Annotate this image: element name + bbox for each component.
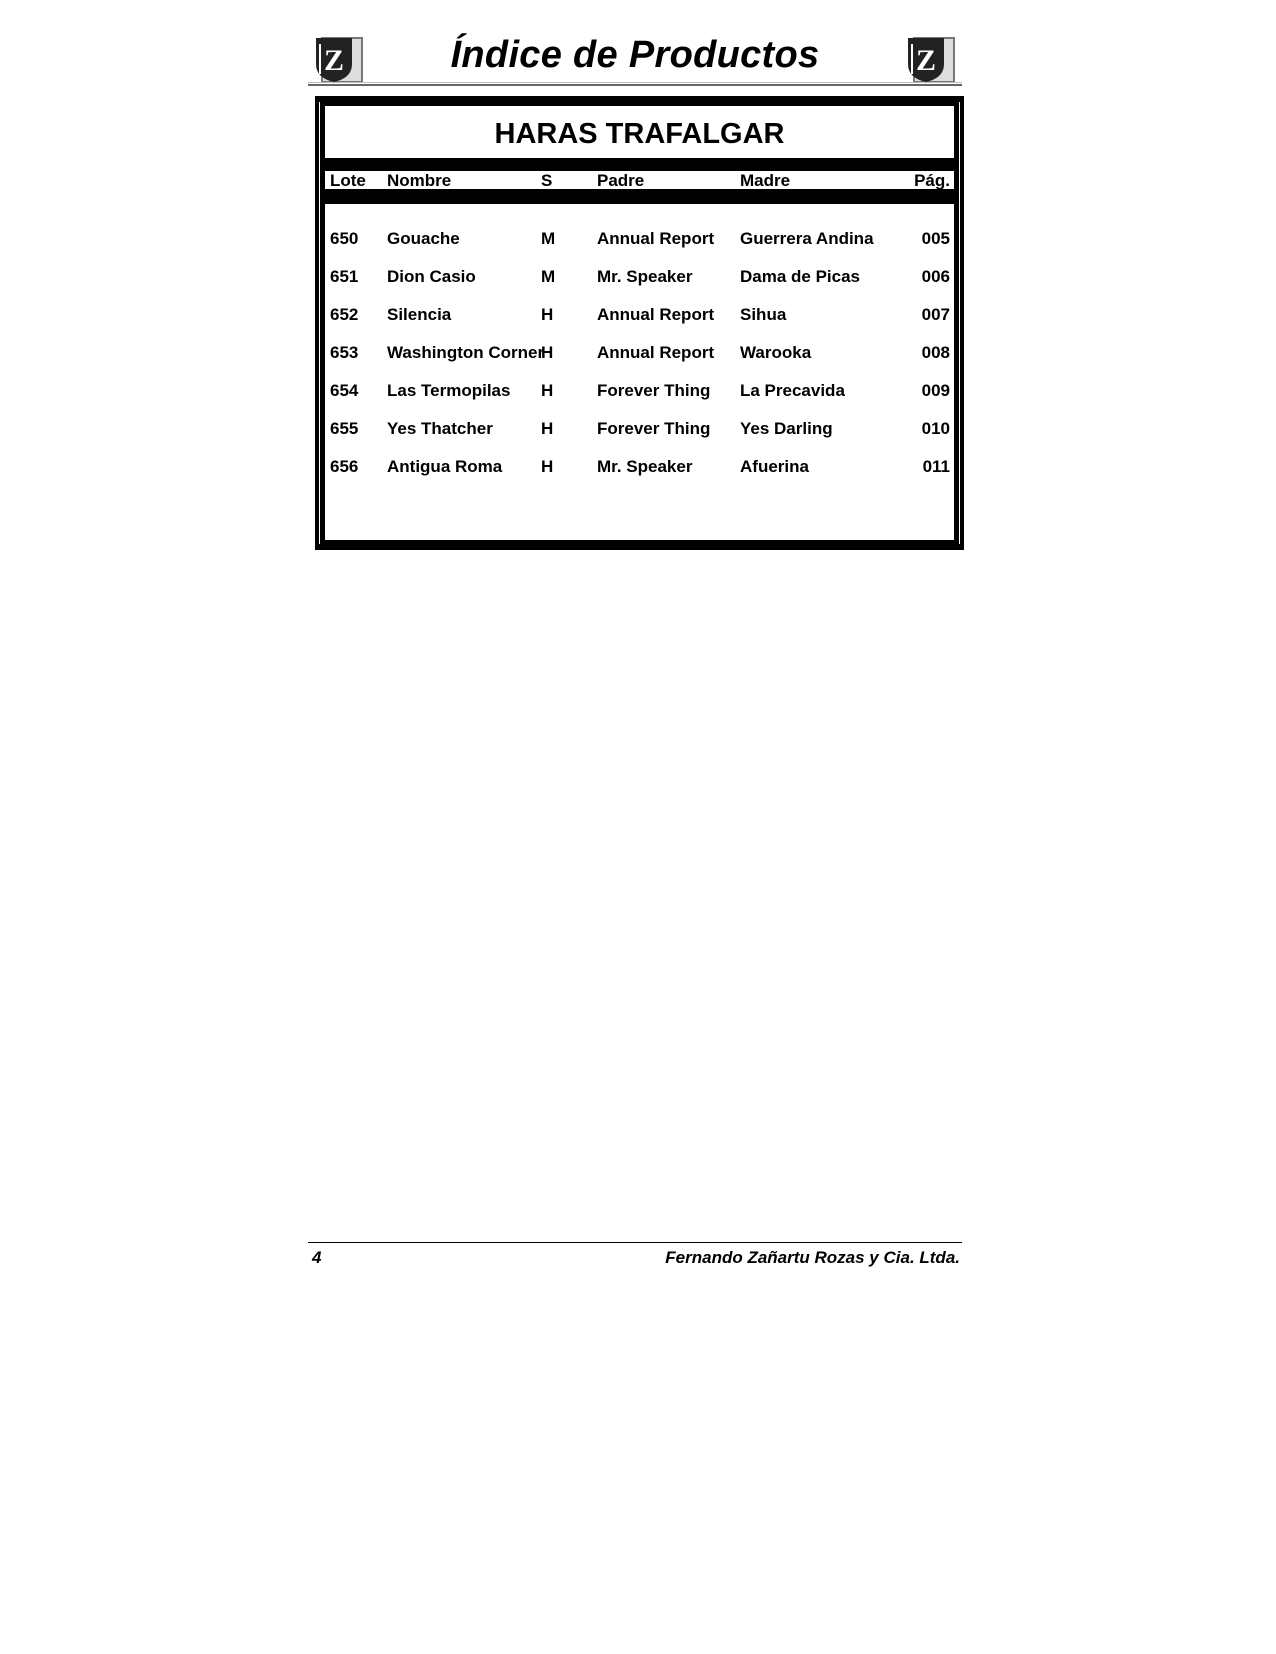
column-header-s: S <box>541 171 553 190</box>
cell-madre: Yes Darling <box>740 419 833 438</box>
index-table-frame <box>315 96 964 550</box>
table-header-row <box>325 171 954 193</box>
section-title-band <box>325 106 954 158</box>
cell-pag: 011 <box>922 457 950 476</box>
page-title: Índice de Productos <box>450 34 820 76</box>
page-number: 4 <box>312 1248 322 1267</box>
column-header-lote: Lote <box>330 171 366 190</box>
column-header-nombre: Nombre <box>387 171 452 190</box>
table-header-band <box>325 171 954 189</box>
table-row <box>325 419 954 441</box>
page-header <box>308 30 962 86</box>
table-row <box>325 229 954 251</box>
table-row <box>325 381 954 403</box>
table-body <box>325 204 954 540</box>
cell-pag: 010 <box>921 419 950 438</box>
cell-padre: Annual Report <box>597 305 715 324</box>
cell-pag: 006 <box>921 267 950 286</box>
cell-madre: Guerrera Andina <box>740 229 874 248</box>
column-header-pag: Pág. <box>914 171 950 190</box>
cell-nombre: Antigua Roma <box>387 457 503 476</box>
svg-text:Z: Z <box>915 44 937 77</box>
cell-nombre: Yes Thatcher <box>387 419 493 438</box>
page-footer <box>308 1242 962 1272</box>
cell-madre: Warooka <box>740 343 812 362</box>
cell-nombre: Washington Corner <box>387 343 545 362</box>
section-company-name: HARAS TRAFALGAR <box>494 118 785 150</box>
cell-s: H <box>541 457 554 476</box>
cell-nombre: Gouache <box>387 229 460 248</box>
cell-s: M <box>541 267 556 286</box>
footer-divider <box>308 1242 962 1243</box>
cell-pag: 008 <box>921 343 950 362</box>
cell-padre: Mr. Speaker <box>597 457 693 476</box>
cell-pag: 007 <box>921 305 950 324</box>
table-row <box>325 343 954 365</box>
cell-lote: 652 <box>330 305 359 324</box>
cell-lote: 654 <box>330 381 359 400</box>
cell-lote: 655 <box>330 419 359 438</box>
cell-madre: Dama de Picas <box>740 267 861 286</box>
cell-s: H <box>541 305 554 324</box>
header-divider <box>308 84 962 86</box>
cell-lote: 653 <box>330 343 359 362</box>
cell-s: M <box>541 229 556 248</box>
svg-text:Z: Z <box>323 44 345 77</box>
header-divider <box>308 82 962 83</box>
cell-s: H <box>541 381 554 400</box>
cell-madre: La Precavida <box>740 381 845 400</box>
table-row <box>325 305 954 327</box>
cell-nombre: Silencia <box>387 305 452 324</box>
cell-lote: 651 <box>330 267 359 286</box>
cell-pag: 009 <box>921 381 950 400</box>
cell-pag: 005 <box>921 229 950 248</box>
cell-padre: Mr. Speaker <box>597 267 693 286</box>
cell-s: H <box>541 419 554 438</box>
frame-accent-line <box>319 102 320 544</box>
cell-madre: Sihua <box>740 305 787 324</box>
cell-nombre: Las Termopilas <box>387 381 511 400</box>
column-header-madre: Madre <box>740 171 791 190</box>
cell-nombre: Dion Casio <box>387 267 476 286</box>
cell-padre: Annual Report <box>597 229 715 248</box>
table-row <box>325 457 954 479</box>
cell-padre: Forever Thing <box>597 381 711 400</box>
cell-padre: Annual Report <box>597 343 715 362</box>
cell-lote: 650 <box>330 229 359 248</box>
cell-padre: Forever Thing <box>597 419 711 438</box>
z-shield-logo-icon <box>906 34 958 84</box>
column-header-padre: Padre <box>597 171 645 190</box>
cell-s: H <box>541 343 554 362</box>
cell-madre: Afuerina <box>740 457 809 476</box>
frame-accent-line <box>959 102 960 544</box>
z-shield-logo-icon <box>314 34 366 84</box>
footer-company-name: Fernando Zañartu Rozas y Cia. Ltda. <box>665 1248 960 1267</box>
cell-lote: 656 <box>330 457 359 476</box>
table-row <box>325 267 954 289</box>
